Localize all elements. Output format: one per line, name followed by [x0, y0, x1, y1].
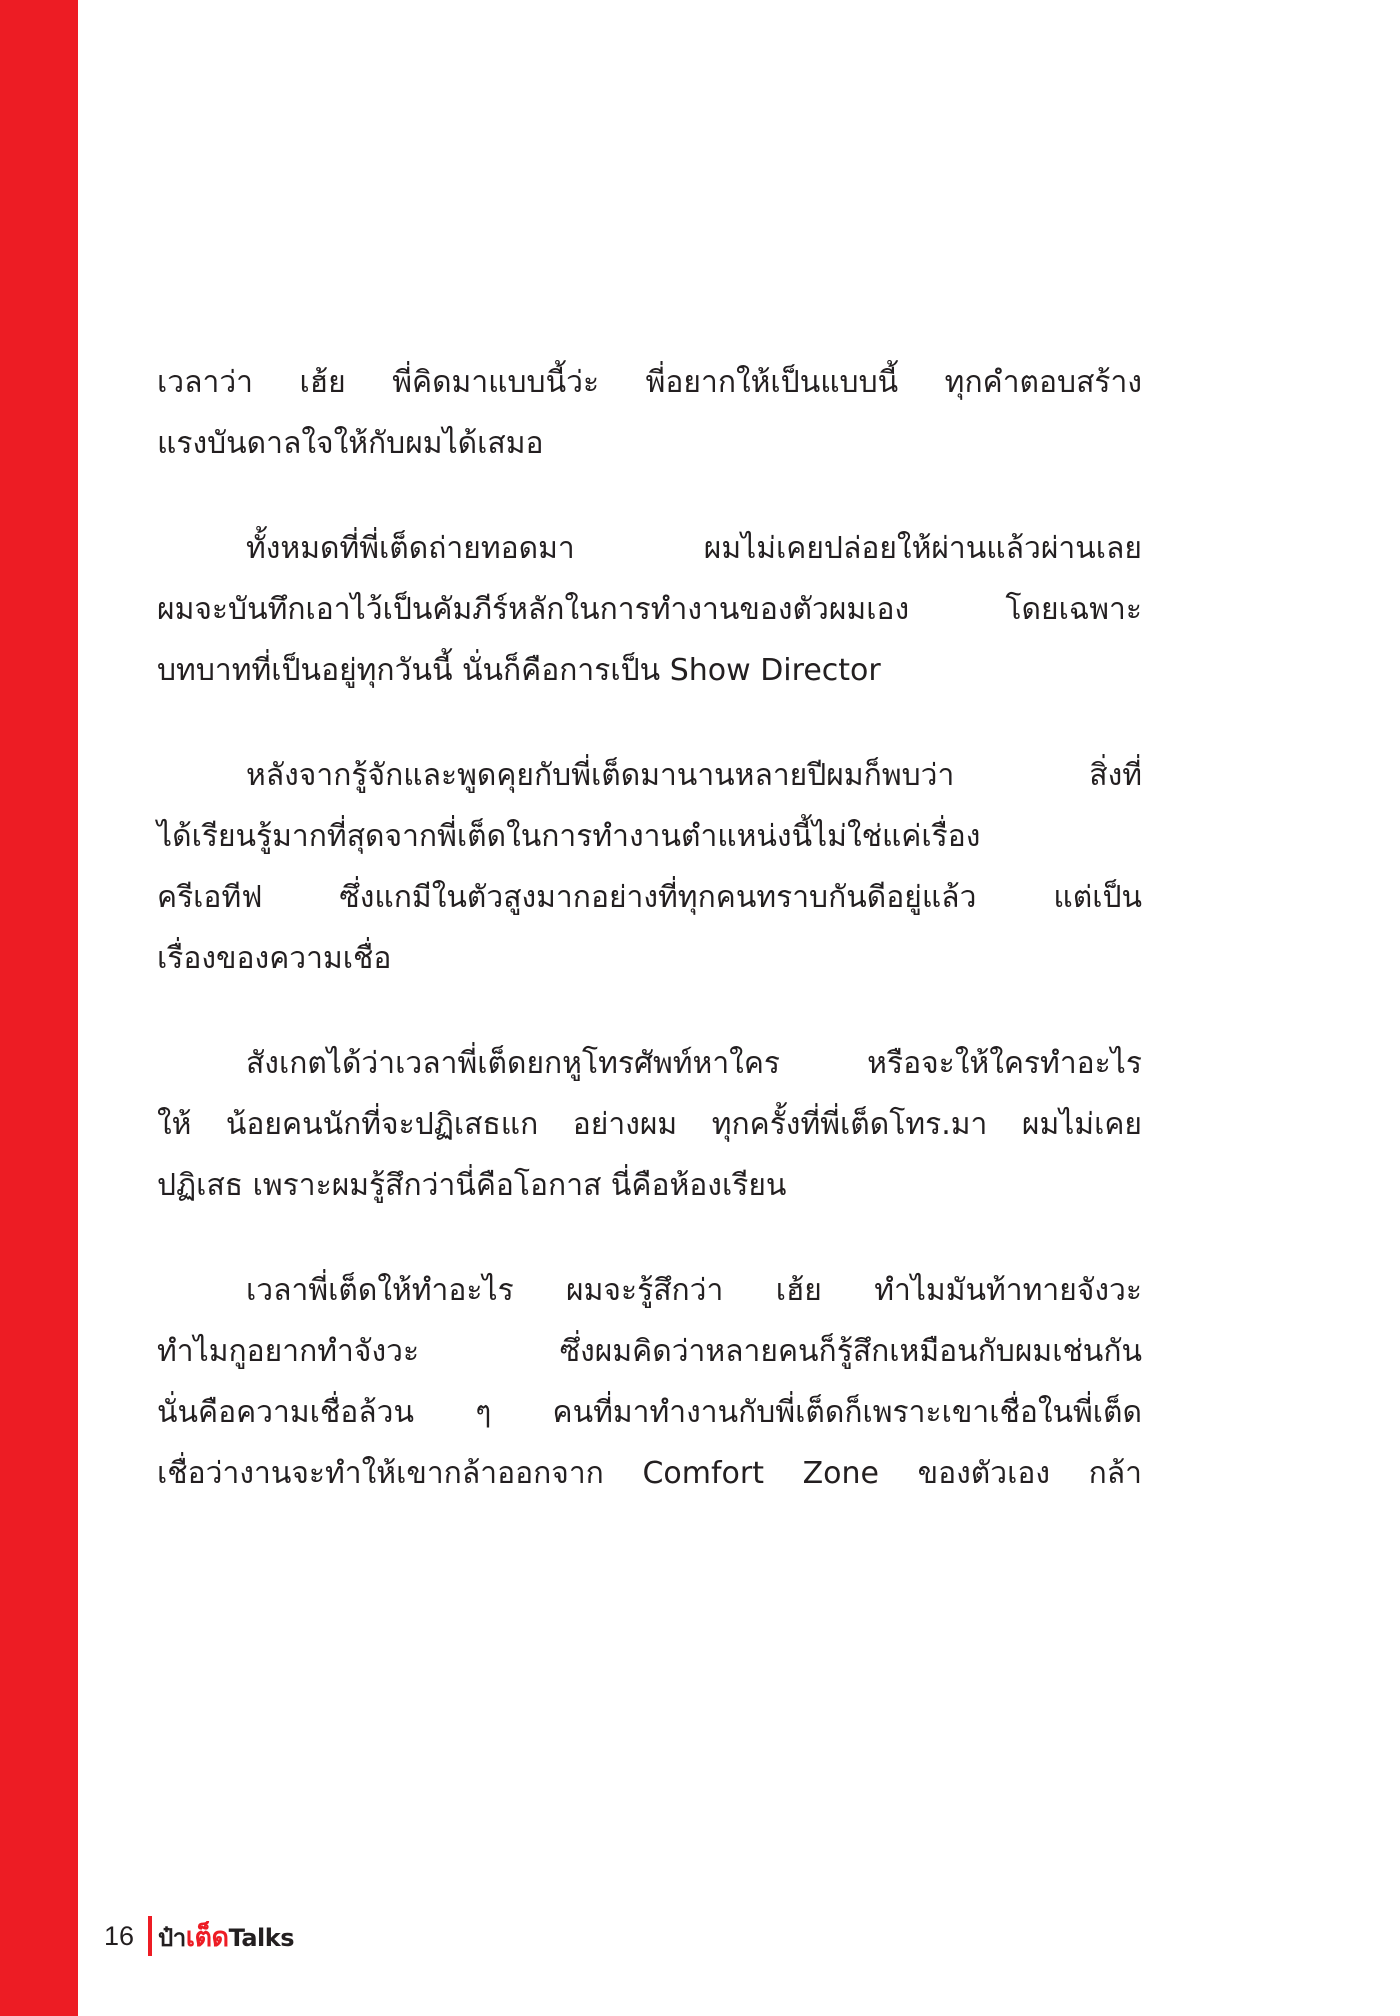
brand-logo-part-2: เต็ด	[185, 1921, 229, 1953]
text-line: ทำไมกูอยากทำจังวะ ซึ่งผมคิดว่าหลายคนก็รู้สึกเหมือนกับผมเช่นกัน	[157, 1334, 1142, 1369]
paragraph-2	[157, 518, 1142, 701]
text-line: เวลาว่า เฮ้ย พี่คิดมาแบบนี้ว่ะ พี่อยากให้เป็นแบบนี้ ทุกคำตอบสร้าง	[157, 365, 1142, 400]
paragraph-5	[157, 1260, 1142, 1504]
text-line: ได้เรียนรู้มากที่สุดจากพี่เต็ดในการทำงานตำแหน่งนี้ไม่ใช่แค่เรื่อง	[157, 819, 981, 854]
text-line: บทบาทที่เป็นอยู่ทุกวันนี้ นั่นก็คือการเป็น Show Director	[157, 653, 881, 688]
paragraph-1	[157, 352, 1142, 474]
footer-divider	[148, 1916, 152, 1956]
brand-logo	[158, 1915, 294, 1958]
page-footer	[104, 1918, 294, 1954]
page-number: 16	[104, 1920, 135, 1951]
red-side-bar	[0, 0, 78, 2016]
text-line: ครีเอทีฟ ซึ่งแกมีในตัวสูงมากอย่างที่ทุกคนทราบกันดีอยู่แล้ว แต่เป็น	[157, 880, 1142, 915]
text-line: เรื่องของความเชื่อ	[157, 941, 392, 976]
text-line: แรงบันดาลใจให้กับผมได้เสมอ	[157, 426, 544, 461]
body-text	[157, 352, 1142, 1548]
text-line: เชื่อว่างานจะทำให้เขากล้าออกจาก Comfort Zone ของตัวเอง กล้า	[157, 1456, 1142, 1491]
text-line: นั่นคือความเชื่อล้วน ๆ คนที่มาทำงานกับพี่เต็ดก็เพราะเขาเชื่อในพี่เต็ด	[157, 1395, 1142, 1430]
text-line: เวลาพี่เต็ดให้ทำอะไร ผมจะรู้สึกว่า เฮ้ย ทำไมมันท้าทายจังวะ	[246, 1273, 1142, 1308]
text-line: ให้ น้อยคนนักที่จะปฏิเสธแก อย่างผม ทุกครั้งที่พี่เต็ดโทร.มา ผมไม่เคย	[157, 1107, 1142, 1142]
brand-logo-part-3: Talks	[228, 1923, 295, 1952]
text-line: ผมจะบันทึกเอาไว้เป็นคัมภีร์หลักในการทำงานของตัวผมเอง โดยเฉพาะ	[157, 592, 1142, 627]
text-line: ทั้งหมดที่พี่เต็ดถ่ายทอดมา ผมไม่เคยปล่อยให้ผ่านแล้วผ่านเลย	[246, 531, 1142, 566]
paragraph-4	[157, 1033, 1142, 1216]
paragraph-3	[157, 745, 1142, 989]
text-line: หลังจากรู้จักและพูดคุยกับพี่เต็ดมานานหลายปีผมก็พบว่า สิ่งที่	[246, 758, 1142, 793]
text-line: สังเกตได้ว่าเวลาพี่เต็ดยกหูโทรศัพท์หาใคร หรือจะให้ใครทำอะไร	[246, 1046, 1142, 1081]
text-line: ปฏิเสธ เพราะผมรู้สึกว่านี่คือโอกาส นี่คือห้องเรียน	[157, 1168, 787, 1203]
brand-logo-part-1: ป๋า	[158, 1923, 186, 1952]
